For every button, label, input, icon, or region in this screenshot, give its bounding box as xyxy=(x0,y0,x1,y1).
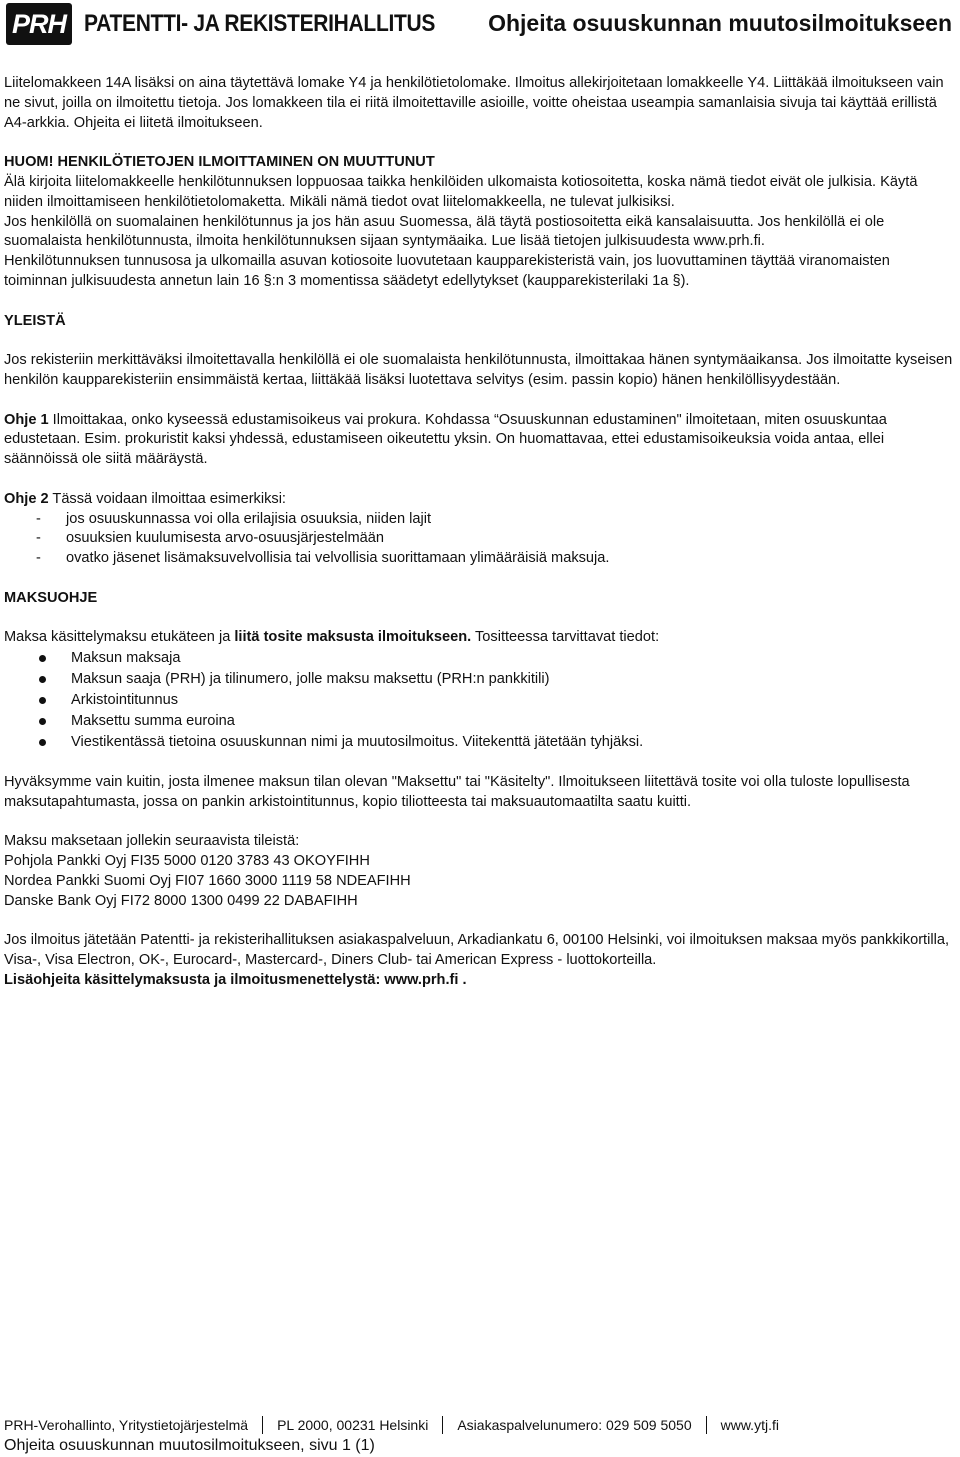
ohje2-paragraph xyxy=(4,490,956,510)
list-item: - jos osuuskunnassa voi olla erilajisia osuuksia, niiden lajit xyxy=(36,510,432,527)
list-item: Maksun saaja (PRH) ja tilinumero, jolle maksu maksettu (PRH:n pankkitili) xyxy=(4,669,956,690)
document-body xyxy=(4,74,956,991)
yleista-paragraph: Jos rekisteriin merkittäväksi ilmoitettavalla henkilöllä ei ole suomalaista henkilötunnusta, ilmoittakaa hänen syntymäaikansa. Jos ilmoitatte kyseisen henkilön kaupparekisteriin ensimmäistä kertaa, liittäkää lisäksi luotettava selvitys (esim. passin kopio) hänen henkilöllisyydestään. xyxy=(4,352,953,388)
bullet-icon xyxy=(39,718,46,725)
page-header xyxy=(0,0,960,56)
document-title: Ohjeita osuuskunnan muutosilmoitukseen xyxy=(488,10,952,36)
list-item: Arkistointitunnus xyxy=(4,690,956,711)
ohje1-paragraph xyxy=(4,411,956,470)
maksuohje-heading: MAKSUOHJE xyxy=(4,589,98,606)
logo-text: PATENTTI- JA REKISTERIHALLITUS xyxy=(84,10,436,37)
more-info-link: Lisäohjeita käsittelymaksusta ja ilmoitusmenettelystä: www.prh.fi . xyxy=(4,971,467,988)
page-number: Ohjeita osuuskunnan muutosilmoitukseen, sivu 1 (1) xyxy=(4,1437,375,1454)
list-item: - osuuksien kuulumisesta arvo-osuusjärjestelmään xyxy=(36,530,384,547)
ohje2-label: Ohje 2 xyxy=(4,490,49,507)
footer-org: PRH-Verohallinto, Yritystietojärjestelmä xyxy=(4,1416,249,1433)
logo-mark: PRH xyxy=(6,3,72,45)
bullet-icon xyxy=(39,739,46,746)
intro-paragraph: Liitelomakkeen 14A lisäksi on aina täytettävä lomake Y4 ja henkilötietolomake. Ilmoitus allekirjoitetaan lomakkeelle Y4. Liittäkää ilmoitukseen vain ne sivut, joilla on ilmoitettu tietoja. Jos lomakkeen tila ei riitä ilmoitettaville asioille, voitte oheistaa useampia samanlaisia sivuja tai käyttää erillistä A4-arkkia. Ohjeita ei liitetä ilmoitukseen. xyxy=(4,75,944,131)
prh-logo xyxy=(6,3,435,45)
list-item: Viestikentässä tietoina osuuskunnan nimi ja muutosilmoitus. Viitekenttä jätetään tyhjäksi. xyxy=(4,732,956,753)
ohje1-text: Ilmoittakaa, onko kyseessä edustamisoikeus vai prokura. Kohdassa “Osuuskunnan edustaminen" ilmoitetaan, miten osuuskuntaa edustetaan. Esim. prokuristit kaksi yhdessä, edustamiseen oikeutettu yksin. On huomattavaa, ettei edustamisoikeuksia voida antaa, ellei säännöissä ole siitä määräystä. xyxy=(4,411,887,468)
footer-address: PL 2000, 00231 Helsinki xyxy=(277,1416,429,1433)
asiakaspalvelu-paragraph: Jos ilmoitus jätetään Patentti- ja rekisterihallituksen asiakaspalveluun, Arkadiankatu 6, 00100 Helsinki, voi ilmoituksen maksaa myös pankkikortilla, Visa-, Visa Electron, OK-, Eurocard-, Mastercard-, Diners Club- tai American Express - luottokorteilla. xyxy=(4,932,950,969)
payment-info-list xyxy=(4,648,956,753)
footer-divider xyxy=(442,1416,443,1434)
accounts-intro: Maksu maksetaan jollekin seuraavista tileistä: xyxy=(4,833,300,850)
list-item: Maksettu summa euroina xyxy=(4,711,956,732)
bullet-icon xyxy=(39,697,46,704)
ohje2-text: Tässä voidaan ilmoittaa esimerkiksi: xyxy=(48,490,286,507)
footer-contact-row xyxy=(4,1415,956,1435)
huom-paragraph-2: Jos henkilöllä on suomalainen henkilötunnus ja jos hän asuu Suomessa, älä täytä postiosoitetta eikä kansalaisuutta. Jos henkilöllä ei ole suomalaista henkilötunnusta, ilmoita henkilötunnuksen sijaan syntymäaika. Lue lisää tietojen julkisuudesta www.prh.fi. xyxy=(4,213,885,250)
page-footer xyxy=(4,1415,956,1455)
footer-divider xyxy=(706,1416,707,1434)
huom-paragraph-3: Henkilötunnuksen tunnusosa ja ulkomailla asuvan kotiosoite luovutetaan kaupparekisteristä vain, jos luovuttaminen täyttää viranomaisten toiminnan julkisuudesta annetun lain 16 §:n 3 momentissa säädetyt edellytykset (kaupparekisterilaki 1a §). xyxy=(4,253,890,289)
ohje1-label: Ohje 1 xyxy=(4,411,49,428)
bullet-icon xyxy=(39,676,46,683)
huom-heading: HUOM! HENKILÖTIETOJEN ILMOITTAMINEN ON MUUTTUNUT xyxy=(4,154,435,171)
kuitti-paragraph: Hyväksymme vain kuitin, josta ilmenee maksun tilan olevan "Maksettu" tai "Käsitelty". Ilmoitukseen liitettävä tosite voi olla tuloste lopullisesta maksutapahtumasta, jossa on pankin arkistointitunnus, kopio tiliotteesta tai maksuautomaatilta saatu kuitti. xyxy=(4,773,910,810)
ohje2-list xyxy=(4,510,956,569)
huom-paragraph-1: Älä kirjoita liitelomakkeelle henkilötunnuksen loppuosaa taikka henkilöiden ulkomaista kotiosoitetta, koska nämä tiedot eivät ole julkisia. Käytä niiden ilmoittamiseen henkilötietolomaketta. Mikäli nämä tiedot ovat liitelomakkeella, ne tulevat julkisiksi. xyxy=(4,173,918,210)
bank-account: Nordea Pankki Suomi Oyj FI07 1660 3000 1119 58 NDEAFIHH xyxy=(4,872,411,889)
maksu-intro: Maksa käsittelymaksu etukäteen ja liitä tosite maksusta ilmoitukseen. Tositteessa tarvittavat tiedot: xyxy=(4,629,660,646)
bullet-icon xyxy=(39,655,46,662)
footer-website: www.ytj.fi xyxy=(720,1416,779,1433)
bank-account: Danske Bank Oyj FI72 8000 1300 0499 22 DABAFIHH xyxy=(4,892,358,909)
bank-account: Pohjola Pankki Oyj FI35 5000 0120 3783 43 OKOYFIHH xyxy=(4,853,370,870)
yleista-heading: YLEISTÄ xyxy=(4,312,66,329)
list-item: - ovatko jäsenet lisämaksuvelvollisia tai velvollisia suorittamaan ylimääräisiä maksuja. xyxy=(36,550,610,567)
footer-phone: Asiakaspalvelunumero: 029 509 5050 xyxy=(457,1416,692,1433)
footer-divider xyxy=(262,1416,263,1434)
list-item: Maksun maksaja xyxy=(4,648,956,669)
